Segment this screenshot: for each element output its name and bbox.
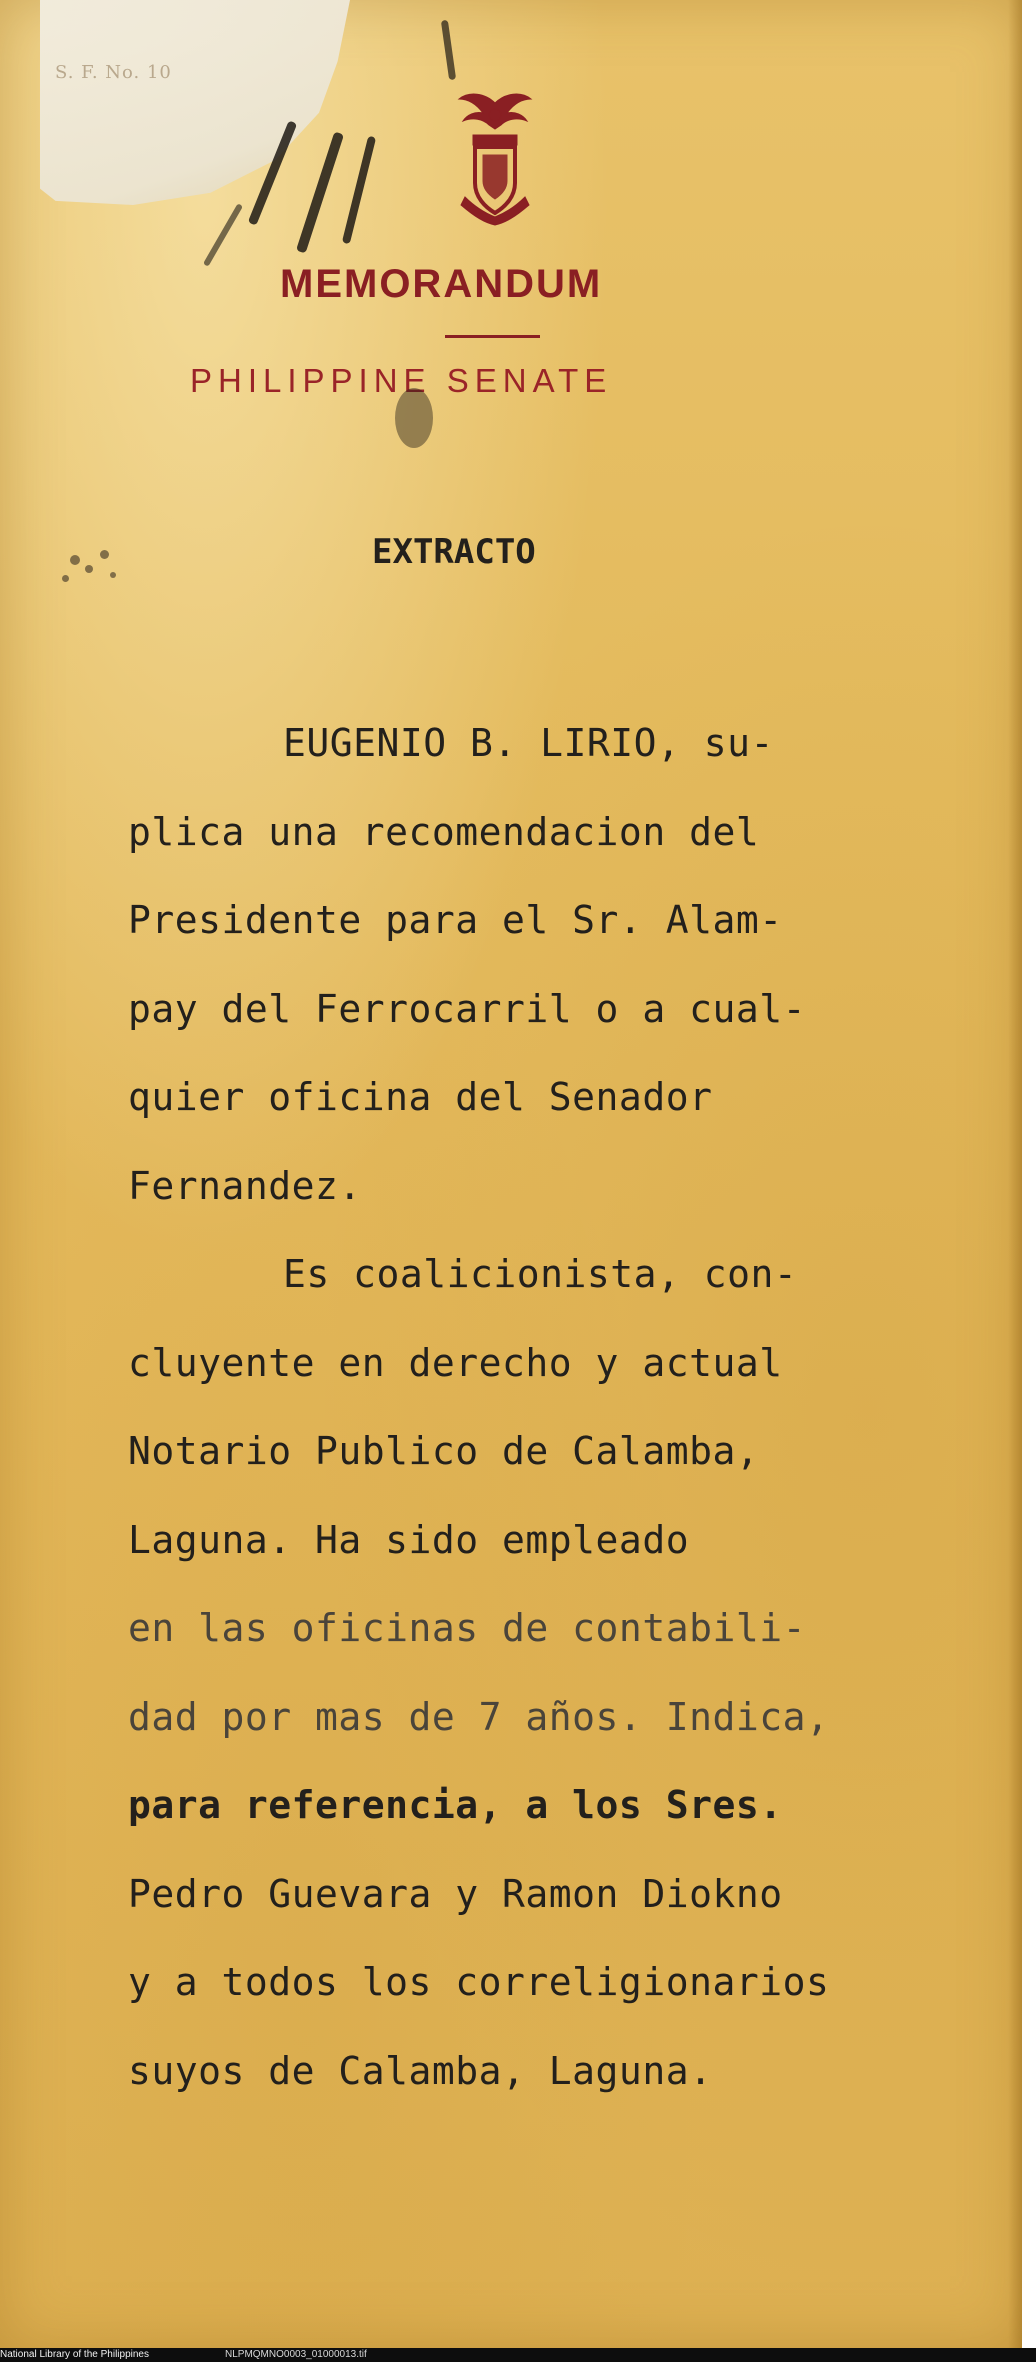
ink-blot (100, 550, 109, 559)
footer-identifier: NLPMQMNO0003_01000013.tif (225, 2349, 367, 2360)
body-line: Laguna. Ha sido empleado (128, 1517, 690, 1562)
body-line: Fernandez. (128, 1163, 362, 1208)
ink-mark (441, 20, 456, 80)
ink-blot (110, 572, 116, 578)
ink-mark (296, 132, 344, 254)
body-line: en las oficinas de contabili- (128, 1606, 806, 1650)
body-line: y a todos los correligionarios (128, 1960, 830, 2004)
senate-subtitle: PHILIPPINE SENATE (190, 362, 613, 399)
body-line: dad por mas de 7 años. Indica, (128, 1694, 830, 1739)
page-edge-shadow (1008, 0, 1022, 2348)
body-line: plica una recomendacion del (128, 809, 760, 854)
footer-institution: National Library of the Philippines (0, 2349, 149, 2360)
body-line: Notario Publico de Calamba, (128, 1429, 760, 1473)
ink-mark (203, 203, 243, 267)
body-line: EUGENIO B. LIRIO, su- (283, 721, 774, 765)
extract-body (128, 680, 1008, 2134)
memorandum-title: MEMORANDUM (280, 262, 603, 306)
ink-blot (395, 388, 433, 448)
body-line: pay del Ferrocarril o a cual- (128, 986, 806, 1031)
form-number: S. F. No. 10 (55, 62, 172, 83)
philippine-senate-seal-icon (455, 85, 535, 227)
body-line: para referencia, a los Sres. (128, 1783, 783, 1827)
title-divider (445, 335, 540, 338)
body-line: Es coalicionista, con- (283, 1252, 798, 1296)
body-line: suyos de Calamba, Laguna. (128, 2048, 713, 2093)
body-line: quier oficina del Senador (128, 1075, 713, 1119)
ink-blot (70, 555, 80, 565)
ink-blot (85, 565, 93, 573)
body-line: Pedro Guevara y Ramon Diokno (128, 1871, 783, 1916)
ink-mark (342, 136, 376, 245)
body-line: Presidente para el Sr. Alam- (128, 898, 783, 942)
torn-corner-patch (40, 0, 350, 205)
extract-heading: EXTRACTO (372, 532, 536, 572)
ink-blot (62, 575, 69, 582)
body-line: cluyente en derecho y actual (128, 1340, 783, 1385)
footer-strip (0, 2348, 1036, 2362)
